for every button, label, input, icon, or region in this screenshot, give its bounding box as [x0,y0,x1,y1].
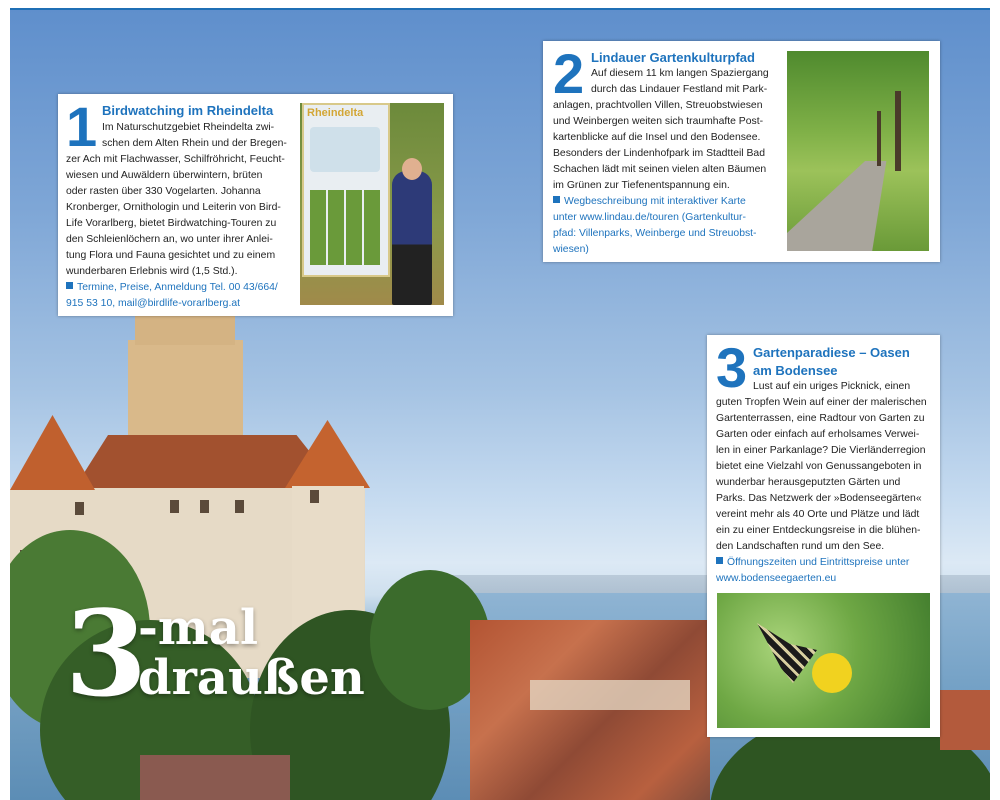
card-body-line: vereint mehr als 40 Orte und Plätze und lädt [716,509,920,520]
info-sign [302,103,390,277]
town-roof [140,755,290,800]
card-gartenkulturpfad [543,41,940,262]
card-body-line: Im Naturschutzgebiet Rheindelta zwi- [102,122,275,133]
bullet-square [66,282,73,289]
bullet-square [553,196,560,203]
card-info-line [716,555,909,571]
card-info-text: Termine, Preise, Anmeldung Tel. 00 43/664/ [77,282,278,293]
tree-trunk [895,91,901,171]
card-body-line: len in einer Parkanlage? Die Vierländerregion [716,445,926,456]
card-body-line: durch das Lindauer Festland mit Park- [591,84,768,95]
butterfly [757,623,817,683]
card-info-link[interactable]: unter www.lindau.de/touren (Gartenkultur- [553,212,746,223]
castle-window [170,500,179,513]
sign-photos [310,190,382,265]
card-info-line: pfad: Villenparks, Weinberge und Streuobst- [553,228,757,239]
hero-line-1: -mal [138,600,259,656]
card-info-line [553,194,746,210]
castle-window [200,500,209,513]
card-body-line: Parks. Das Netzwerk der »Bodenseegärten« [716,493,922,504]
card-body-line: bietet eine Vielzahl von Genussangeboten in [716,461,922,472]
town-roof [940,690,990,750]
park-path [787,161,929,251]
card-title: Birdwatching im Rheindelta [102,103,274,118]
castle-window [310,490,319,503]
sign-title: Rheindelta [307,107,364,119]
card-body-line: im Grünen zur Tiefenentspannung ein. [553,180,730,191]
card-title-line: Gartenparadiese – Oasen [753,345,910,360]
card-body-line: Gartenterrassen, eine Radtour von Garten zu [716,413,925,424]
tree-trunk [877,111,881,166]
card-info-link[interactable]: www.bodenseegaerten.eu [716,573,837,584]
card-number: 2 [553,42,585,105]
hero-line-2: draußen [138,650,365,706]
card-number: 3 [716,336,748,399]
card-body-line: und Weinbergen weiten sich traumhafte Post- [553,116,764,127]
town-roofs [470,620,710,800]
card-info-line [66,280,278,296]
guide-person [392,171,432,305]
card-body-line: wunderbar herausgeputzten Gärten und [716,477,901,488]
card-body-line: wunderbaren Erlebnis wird (1,5 Std.). [66,266,238,277]
photo-guide-at-sign [300,103,444,305]
town-houses [530,680,690,710]
card-body-line: Auf diesem 11 km langen Spaziergang [591,68,769,79]
card-number: 1 [66,95,98,158]
card-birdwatching [58,94,453,316]
card-body-line: oder rasten über 330 Vogelarten. Johanna [66,186,261,197]
bullet-square [716,557,723,564]
card-body-line: kartenblicke auf die Insel und den Bodensee. [553,132,761,143]
card-body-line: den Landschaften rund um den See. [716,541,885,552]
card-info-text: Öffnungszeiten und Eintrittspreise unter [727,557,910,568]
card-body-line: wiesen und Auwäldern überwintern, brüten [66,170,263,181]
card-body-line: Life Vorarlberg, bietet Birdwatching-Touren zu [66,218,277,229]
card-body-line: Schachen lädt mit seinen vielen alten Bäumen [553,164,767,175]
card-body-line: guten Tropfen Wein auf einer der malerischen [716,397,927,408]
card-body-line: tung Flora und Fauna gesichtet und zu einem [66,250,276,261]
card-info-line: wiesen) [553,244,589,255]
card-body-line: zer Ach mit Flachwasser, Schilfröhricht, Feucht- [66,154,285,165]
card-title: Lindauer Gartenkulturpfad [591,50,755,65]
yellow-flower [812,653,852,693]
card-body-line: anlagen, prachtvollen Villen, Streuobstwiesen [553,100,763,111]
card-body-line: Lust auf ein uriges Picknick, einen [753,381,911,392]
card-body-line: schen dem Alten Rhein und der Bregen- [102,138,287,149]
card-body-line: Kronberger, Ornithologin und Leiterin von Bird- [66,202,281,213]
card-body-line: den Schleienlöchern an, wo unter ihrer Anlei- [66,234,273,245]
castle-window [75,502,84,515]
card-body-line: Garten oder einfach auf erholsames Verwei- [716,429,920,440]
hero-number: 3 [65,584,148,723]
card-title-line: am Bodensee [753,363,838,378]
card-body-line: ein zu einer Entdeckungsreise in die blühen- [716,525,921,536]
card-body-line: Besonders der Lindenhofpark im Stadtteil Bad [553,148,765,159]
castle-keep-top [135,315,235,345]
card-info-text: Wegbeschreibung mit interaktiver Karte [564,196,746,207]
castle-window [235,500,244,513]
guide-head [402,158,422,180]
photo-park-path [787,51,929,251]
card-gartenparadiese [707,335,940,737]
photo-butterfly-flower [717,593,930,728]
card-info-link[interactable]: 915 53 10, mail@birdlife-vorarlberg.at [66,298,240,309]
castle-left-tower-roof [10,415,95,490]
sign-map [310,127,380,172]
